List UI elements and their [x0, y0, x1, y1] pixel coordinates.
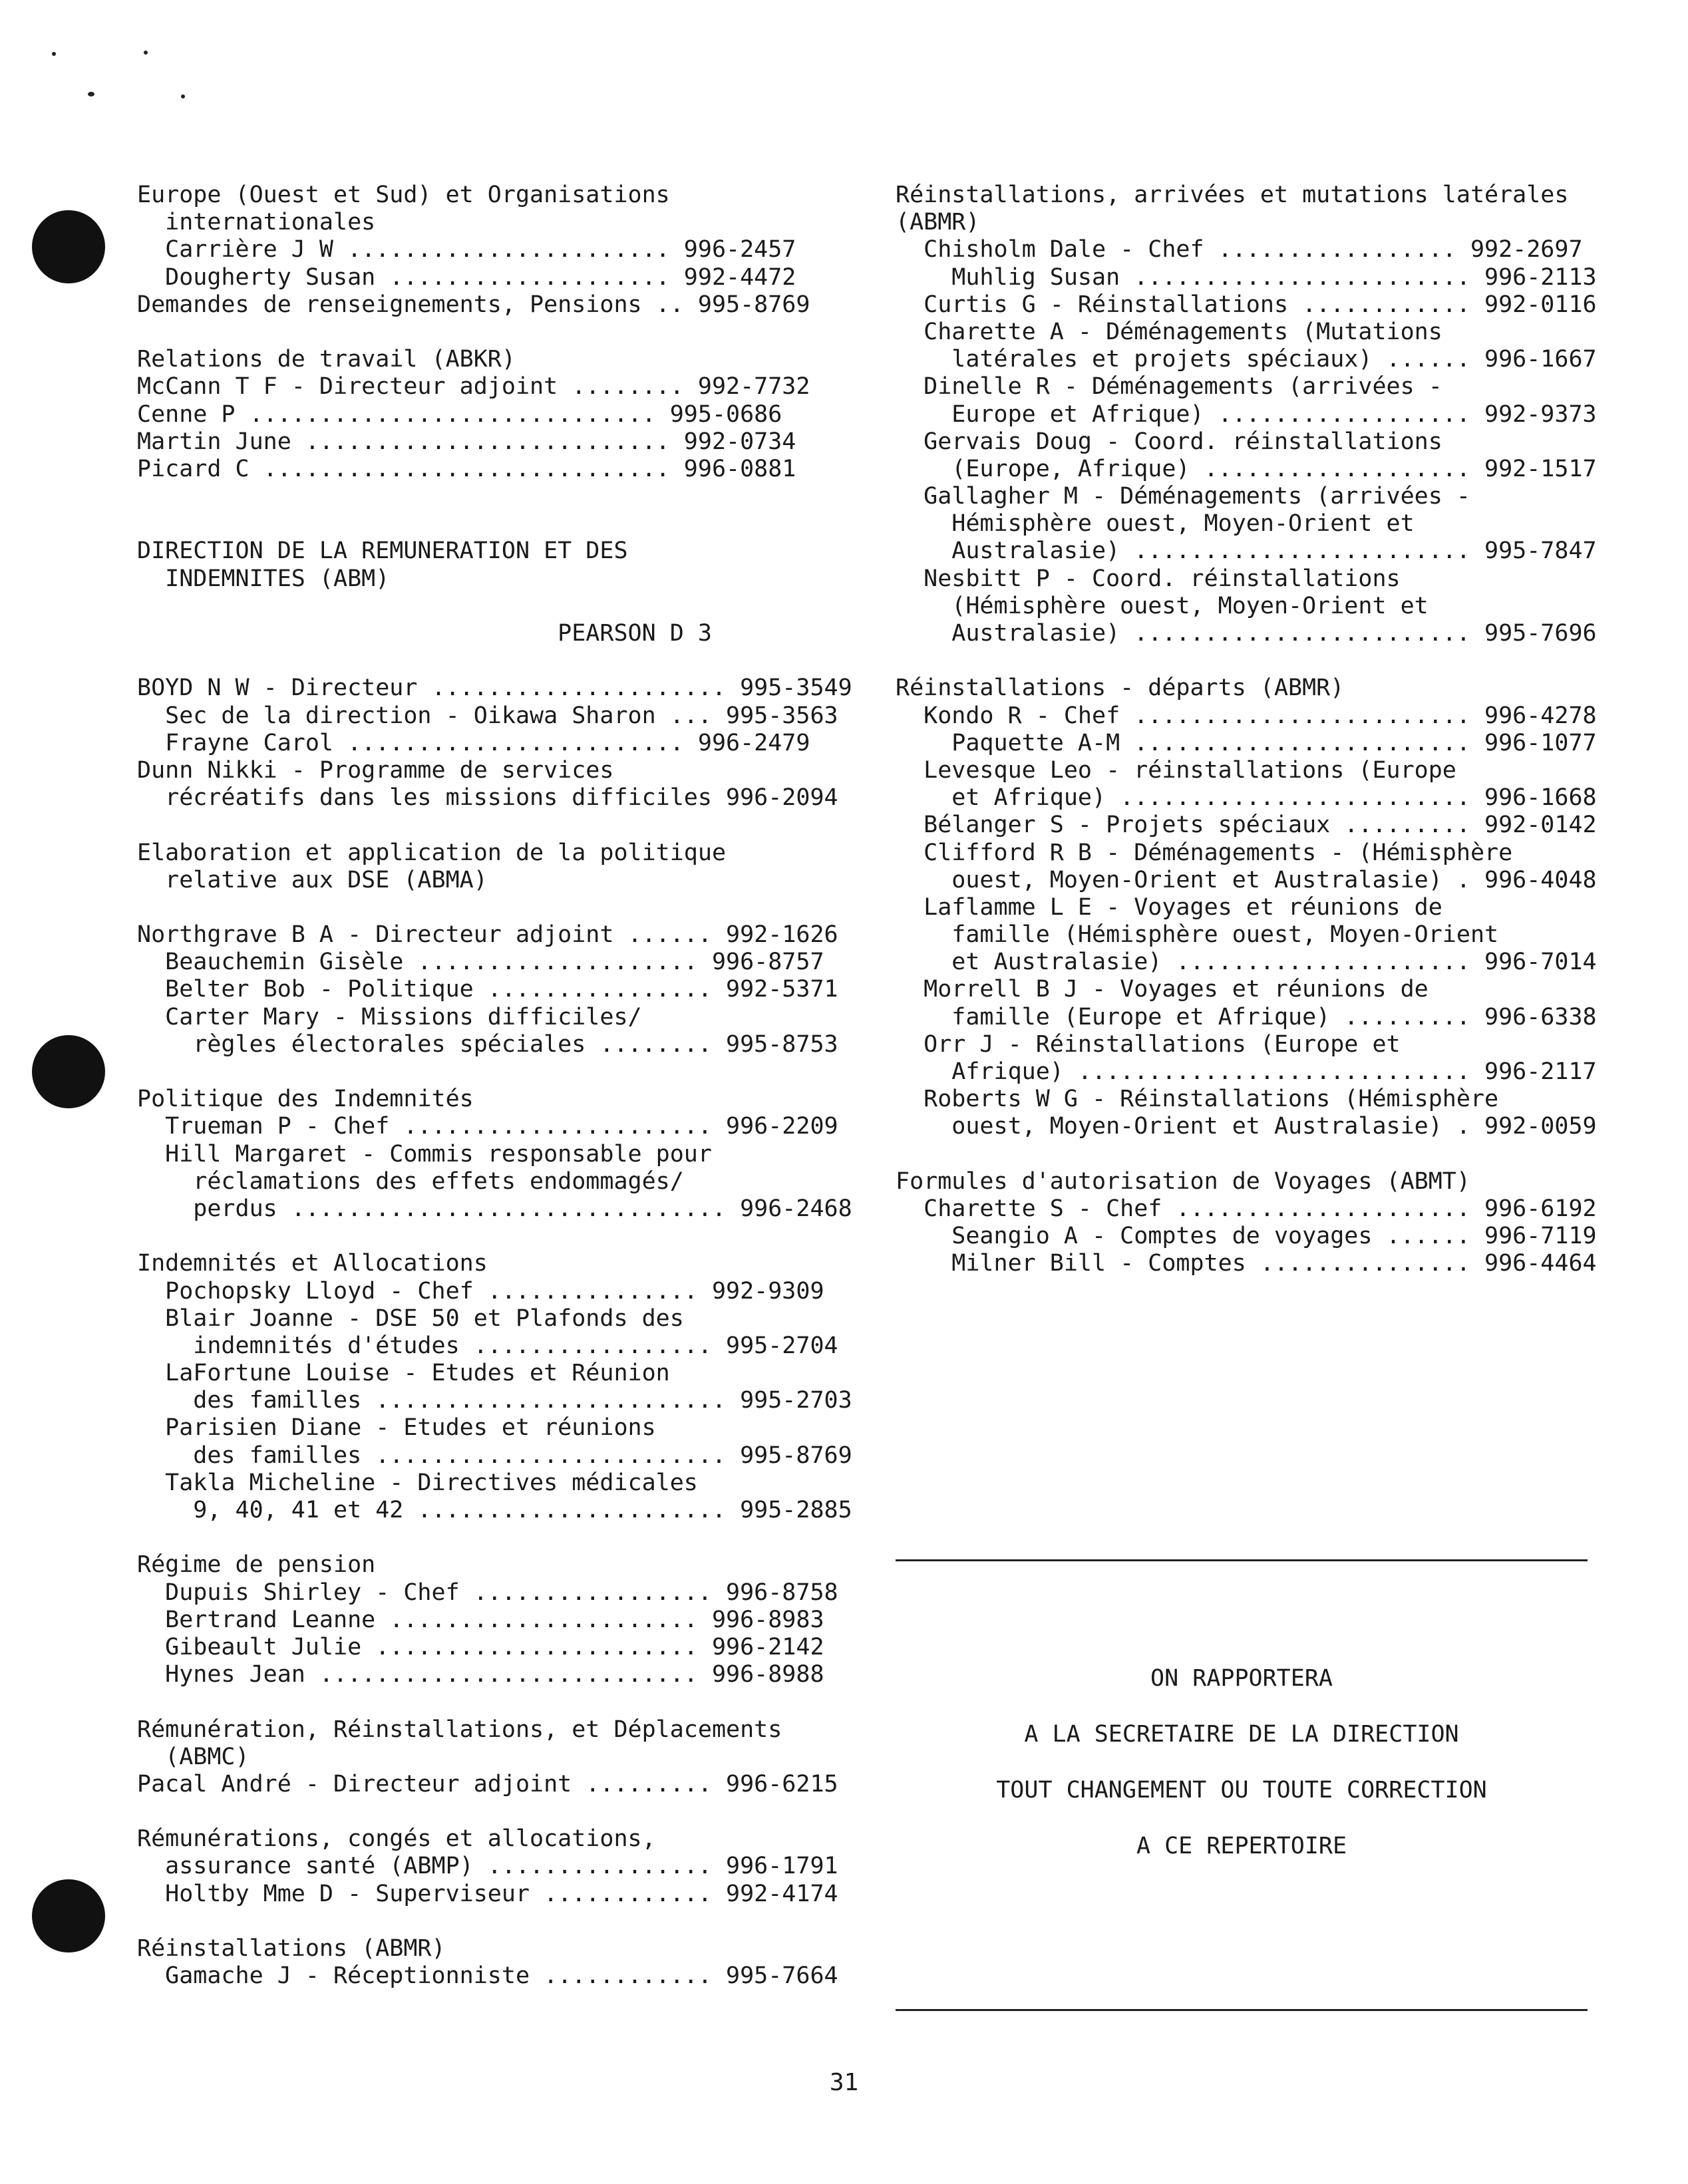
directory-line: Dunn Nikki - Programme de services — [137, 756, 614, 784]
directory-line: Europe (Ouest et Sud) et Organisations — [137, 182, 670, 208]
directory-line: Bertrand Leanne ...................... 996-8983 — [137, 1606, 824, 1633]
directory-line — [137, 1524, 829, 1551]
directory-line: Australasie) ........................ 995-7696 — [896, 620, 1597, 647]
directory-line — [137, 483, 829, 510]
directory-line: Carter Mary - Missions difficiles/ — [137, 1003, 642, 1030]
directory-line: Picard C ............................. 996-0881 — [137, 455, 796, 482]
notice-line: A CE REPERTOIRE — [1136, 1833, 1347, 1859]
directory-line: Demandes de renseignements, Pensions .. 995-8769 — [137, 291, 810, 318]
directory-line: Blair Joanne - DSE 50 et Plafonds des — [137, 1305, 684, 1332]
directory-line: PEARSON D 3 — [137, 620, 712, 647]
notice-bottom-rule — [896, 2009, 1588, 2011]
directory-line: Indemnités et Allocations — [137, 1250, 488, 1277]
directory-line: BOYD N W - Directeur ..................... 995-3549 — [137, 675, 852, 702]
directory-line: Politique des Indemnités — [137, 1086, 474, 1113]
directory-line: LaFortune Louise - Etudes et Réunion — [137, 1360, 670, 1387]
directory-line: Trueman P - Chef ...................... 996-2209 — [137, 1113, 838, 1140]
directory-line: Dinelle R - Déménagements (arrivées - — [896, 373, 1442, 400]
directory-line — [137, 593, 829, 620]
directory-line: Clifford R B - Déménagements - (Hémisphère — [896, 839, 1513, 866]
directory-line: Nesbitt P - Coord. réinstallations — [896, 565, 1401, 592]
directory-line: Kondo R - Chef ........................ 996-4278 — [896, 702, 1597, 729]
left-column — [137, 182, 852, 1990]
directory-line: (ABMR) — [896, 209, 980, 236]
notice-top-rule — [896, 1559, 1588, 1561]
directory-line: règles électorales spéciales ........ 995-8753 — [137, 1030, 838, 1058]
directory-line: et Afrique) ......................... 996-1668 — [896, 784, 1597, 812]
directory-line: famille (Europe et Afrique) ......... 996-6338 — [896, 1003, 1597, 1030]
directory-line: (Europe, Afrique) ................... 992-1517 — [896, 455, 1597, 482]
directory-line: Milner Bill - Comptes ............... 996-4464 — [896, 1250, 1597, 1277]
directory-line: Charette S - Chef ..................... 996-6192 — [896, 1195, 1597, 1222]
directory-line: Holtby Mme D - Superviseur ............ 992-4174 — [137, 1880, 838, 1907]
directory-line: Cenne P ............................. 995-0686 — [137, 400, 782, 428]
directory-line: Réinstallations, arrivées et mutations latérales — [896, 182, 1569, 208]
directory-line: des familles ......................... 995-2703 — [137, 1387, 852, 1414]
directory-line: Dougherty Susan .................... 992-4472 — [137, 263, 796, 291]
directory-line — [137, 1688, 829, 1716]
directory-line: Rémunération, Réinstallations, et Déplacements — [137, 1716, 782, 1743]
directory-line: Roberts W G - Réinstallations (Hémisphère — [896, 1086, 1499, 1113]
directory-line: Formules d'autorisation de Voyages (ABMT) — [896, 1168, 1470, 1195]
directory-line: Belter Bob - Politique ................ 992-5371 — [137, 976, 838, 1003]
directory-line: Levesque Leo - réinstallations (Europe — [896, 756, 1456, 784]
directory-line: Rémunérations, congés et allocations, — [137, 1825, 656, 1853]
directory-line: ouest, Moyen-Orient et Australasie) . 996-4048 — [896, 866, 1597, 893]
directory-line: Carrière J W ....................... 996-2457 — [137, 236, 796, 263]
binder-hole-top — [32, 210, 105, 283]
directory-line: Régime de pension — [137, 1551, 376, 1579]
directory-line: Chisholm Dale - Chef ................. 992-2697 — [896, 236, 1583, 263]
scan-speck — [52, 52, 56, 56]
directory-line: Dupuis Shirley - Chef ................. 996-8758 — [137, 1579, 838, 1606]
directory-line: Martin June .......................... 992-0734 — [137, 428, 796, 455]
directory-line: Gibeault Julie ....................... 996-2142 — [137, 1633, 824, 1660]
page-number: 31 — [829, 2069, 859, 2096]
directory-line: DIRECTION DE LA REMUNERATION ET DES — [137, 538, 628, 565]
directory-line: assurance santé (ABMP) ................ 996-1791 — [137, 1853, 838, 1880]
directory-line: relative aux DSE (ABMA) — [137, 866, 488, 893]
directory-line: Sec de la direction - Oikawa Sharon ... 995-3563 — [137, 702, 838, 729]
binder-hole-bottom — [32, 1879, 105, 1952]
directory-line: Relations de travail (ABKR) — [137, 346, 516, 373]
directory-line: Laflamme L E - Voyages et réunions de — [896, 893, 1442, 921]
right-column — [896, 182, 1597, 1278]
binder-hole-middle — [32, 1035, 105, 1108]
notice-line: ON RAPPORTERA — [1150, 1665, 1333, 1692]
directory-line: Bélanger S - Projets spéciaux ......... 992-0142 — [896, 812, 1597, 839]
directory-line: Réinstallations - départs (ABMR) — [896, 675, 1345, 702]
directory-line — [137, 510, 829, 538]
directory-line: famille (Hémisphère ouest, Moyen-Orient — [896, 921, 1499, 949]
directory-line: Pochopsky Lloyd - Chef ............... 992-9309 — [137, 1277, 824, 1305]
directory-line: Hynes Jean ........................... 996-8988 — [137, 1661, 824, 1688]
scan-speck — [88, 92, 94, 96]
directory-line: des familles ......................... 995-8769 — [137, 1442, 852, 1469]
directory-line — [137, 319, 829, 346]
directory-line — [137, 647, 829, 675]
directory-line: internationales — [137, 209, 376, 236]
directory-line: Orr J - Réinstallations (Europe et — [896, 1030, 1401, 1058]
directory-line: latérales et projets spéciaux) ...... 996-1667 — [896, 346, 1597, 373]
directory-line: Paquette A-M ........................ 996-1077 — [896, 729, 1597, 756]
directory-line: Takla Micheline - Directives médicales — [137, 1469, 698, 1496]
directory-line: Muhlig Susan ........................ 996-2113 — [896, 263, 1597, 291]
directory-line: Parisien Diane - Etudes et réunions — [137, 1414, 656, 1442]
directory-line: 9, 40, 41 et 42 ...................... 995-2885 — [137, 1497, 852, 1523]
directory-line: perdus ............................... 996-2468 — [137, 1195, 852, 1222]
directory-line — [137, 1223, 829, 1250]
directory-line: Gervais Doug - Coord. réinstallations — [896, 428, 1442, 455]
notice-line: TOUT CHANGEMENT OU TOUTE CORRECTION — [996, 1777, 1487, 1803]
directory-line — [896, 647, 1588, 675]
directory-line: Seangio A - Comptes de voyages ...... 996-7119 — [896, 1223, 1597, 1250]
notice-line: A LA SECRETAIRE DE LA DIRECTION — [1024, 1721, 1459, 1748]
directory-line: Frayne Carol ........................ 996-2479 — [137, 729, 810, 756]
directory-line: Beauchemin Gisèle .................... 996-8757 — [137, 949, 824, 976]
directory-line: Hémisphère ouest, Moyen-Orient et — [896, 510, 1415, 538]
directory-line: Elaboration et application de la politique — [137, 839, 727, 866]
directory-line: Afrique) ............................ 996-2117 — [896, 1058, 1597, 1085]
directory-line — [137, 812, 829, 839]
directory-line: indemnités d'études ................. 995-2704 — [137, 1332, 838, 1359]
directory-line: Curtis G - Réinstallations ............ 992-0116 — [896, 291, 1597, 318]
directory-line: Europe et Afrique) .................. 992-9373 — [896, 400, 1597, 428]
directory-line: récréatifs dans les missions difficiles 996-2094 — [137, 784, 838, 812]
directory-line: réclamations des effets endommagés/ — [137, 1168, 684, 1195]
directory-line: (ABMC) — [137, 1743, 250, 1770]
directory-line — [137, 1058, 829, 1086]
directory-line: Hill Margaret - Commis responsable pour — [137, 1140, 712, 1168]
directory-line: Gamache J - Réceptionniste ............ 995-7664 — [137, 1962, 838, 1990]
directory-line: et Australasie) ..................... 996-7014 — [896, 949, 1597, 976]
scan-speck — [181, 94, 185, 98]
directory-line: Morrell B J - Voyages et réunions de — [896, 976, 1429, 1003]
directory-line: Pacal André - Directeur adjoint ......... 996-6215 — [137, 1770, 838, 1797]
directory-line — [137, 1908, 829, 1935]
directory-line — [137, 894, 829, 921]
directory-line: Charette A - Déménagements (Mutations — [896, 318, 1442, 345]
directory-line: Gallagher M - Déménagements (arrivées - — [896, 483, 1470, 510]
scan-speck — [144, 51, 148, 55]
directory-line: (Hémisphère ouest, Moyen-Orient et — [896, 592, 1429, 619]
directory-line: McCann T F - Directeur adjoint ........ 992-7732 — [137, 373, 810, 400]
directory-line: ouest, Moyen-Orient et Australasie) . 992-0059 — [896, 1113, 1597, 1140]
directory-line — [896, 1141, 1588, 1168]
directory-line — [137, 1798, 829, 1825]
directory-line: INDEMNITES (ABM) — [137, 565, 390, 592]
directory-line: Australasie) ........................ 995-7847 — [896, 538, 1597, 565]
directory-line: Réinstallations (ABMR) — [137, 1935, 446, 1962]
directory-line: Northgrave B A - Directeur adjoint ...... 992-1626 — [137, 921, 838, 949]
